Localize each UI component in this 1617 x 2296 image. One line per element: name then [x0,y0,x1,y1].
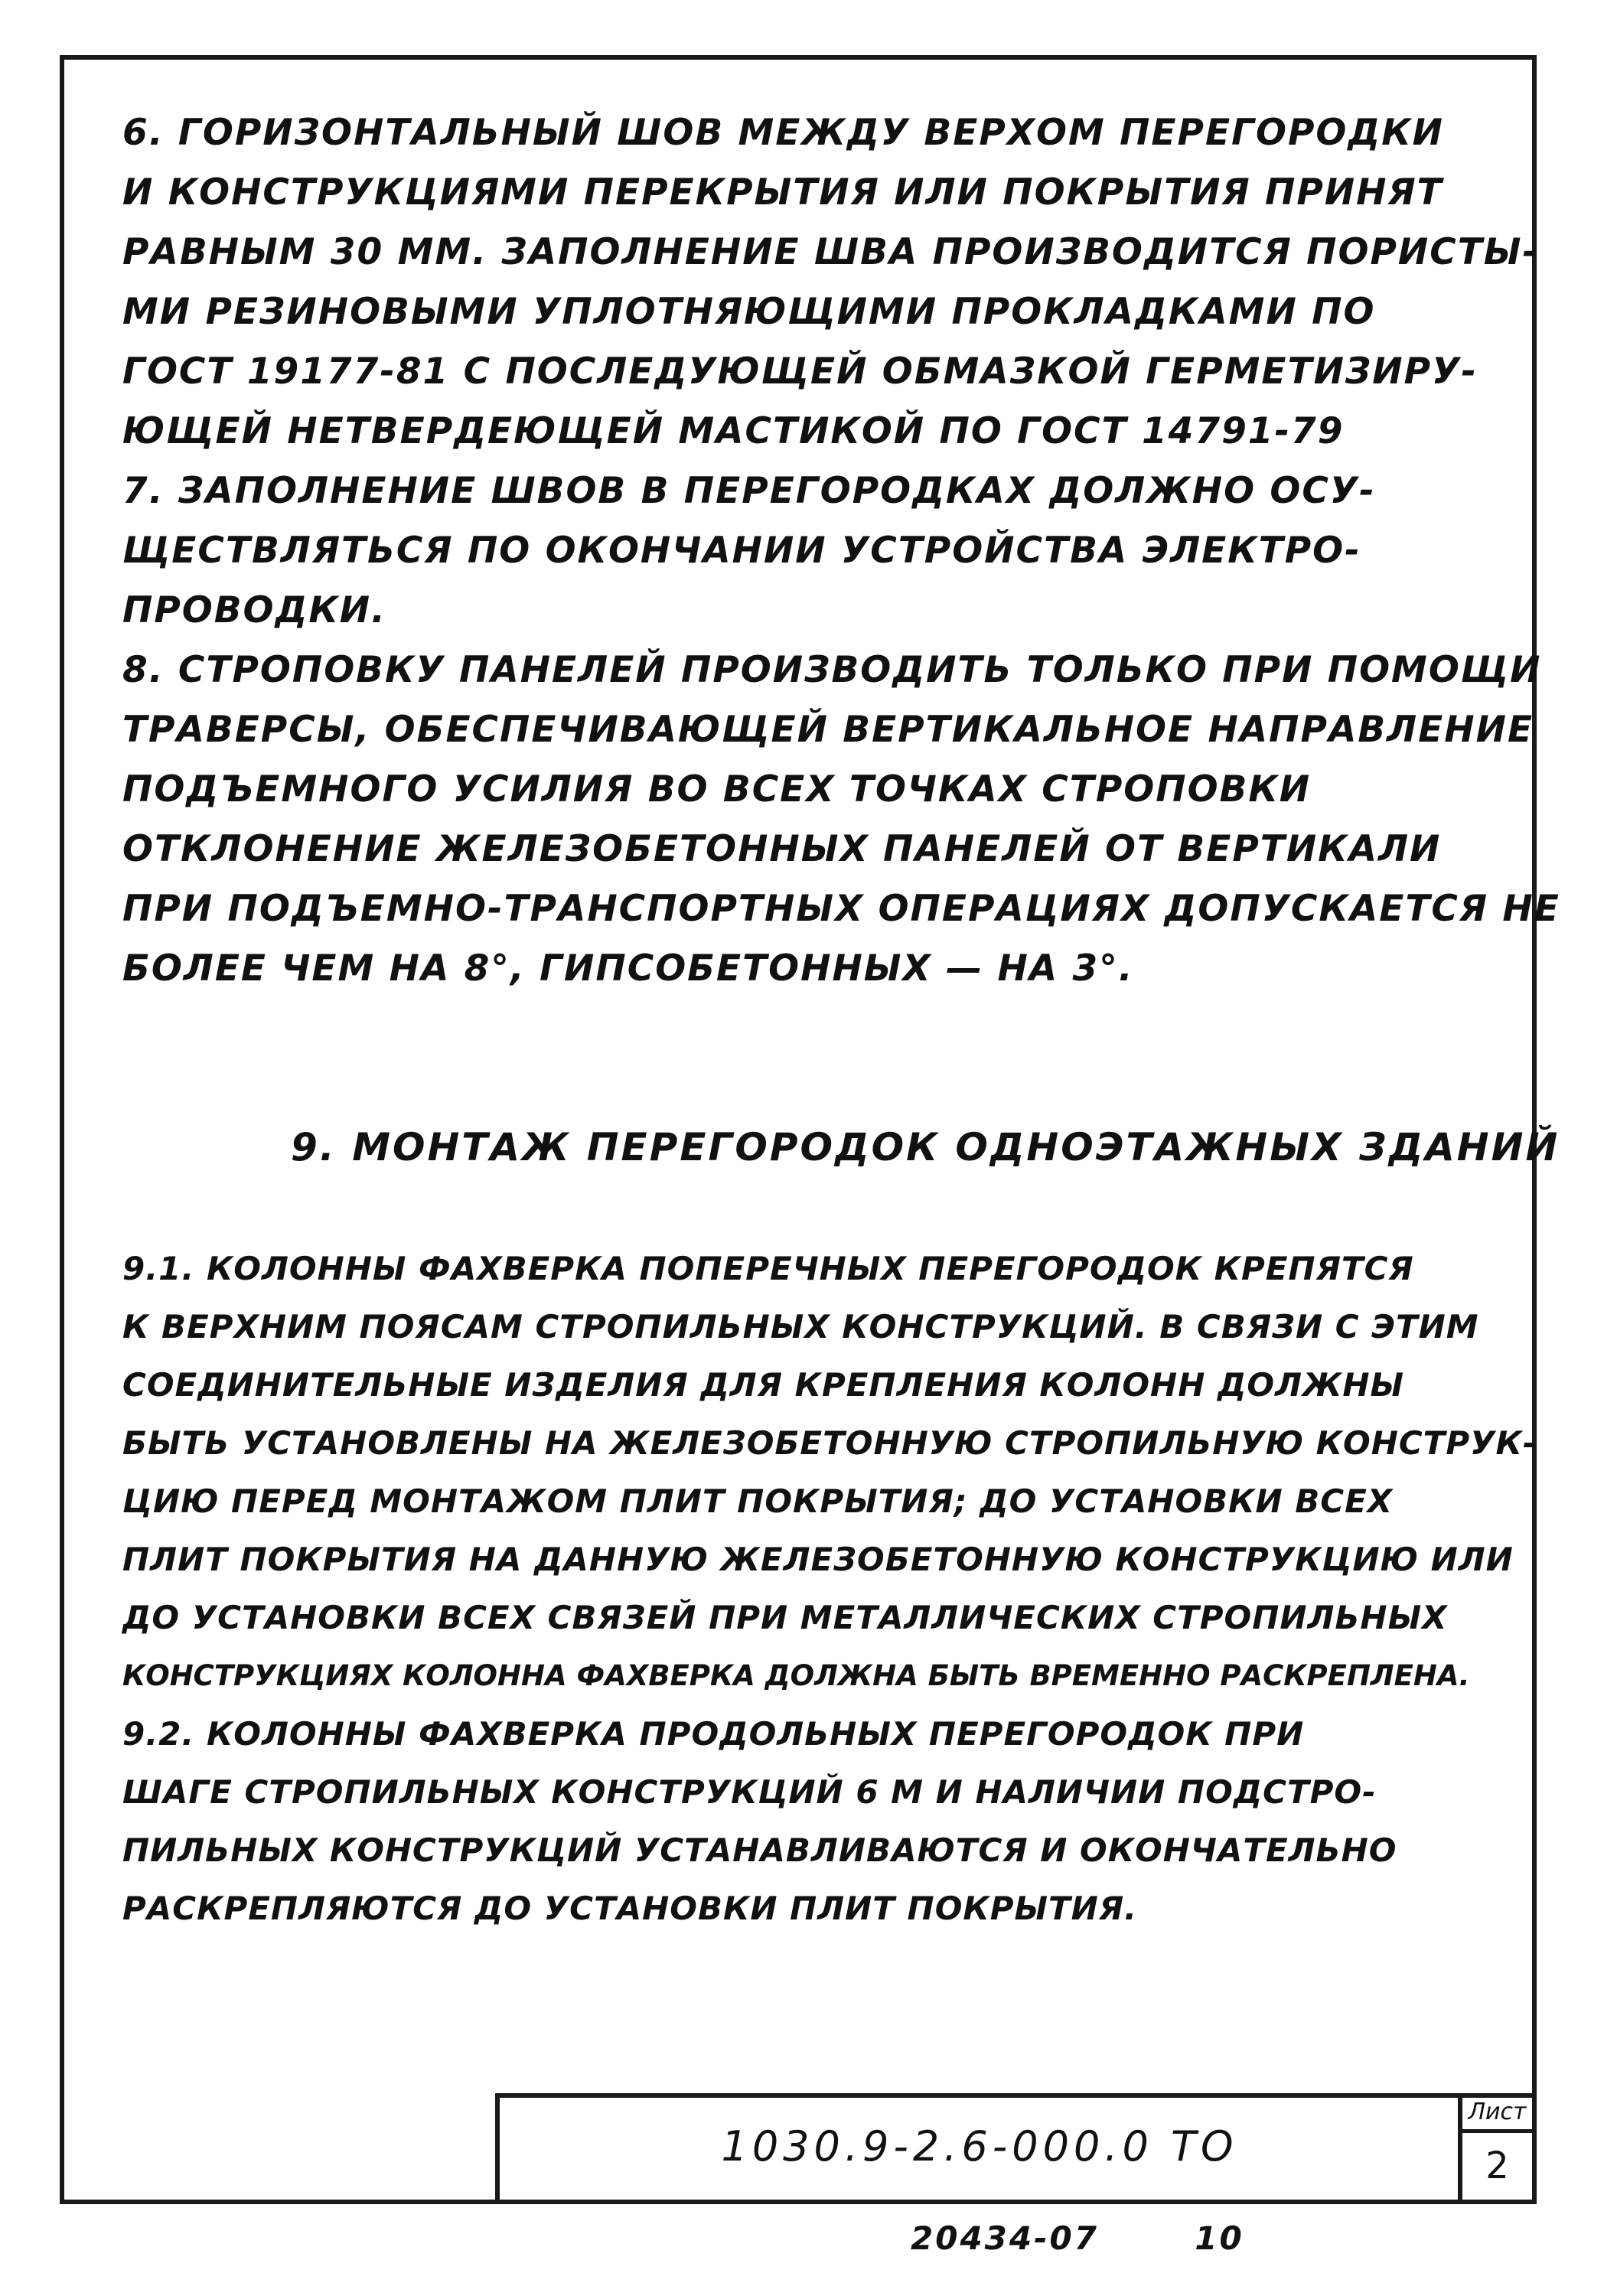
text-line: БЫТЬ УСТАНОВЛЕНЫ НА ЖЕЛЕЗОБЕТОННУЮ СТРОПИЛЬНУЮ КОНСТРУК- [122,1424,1537,1462]
text-line: 6. ГОРИЗОНТАЛЬНЫЙ ШОВ МЕЖДУ ВЕРХОМ ПЕРЕГОРОДКИ [122,112,1444,154]
text-line: КОНСТРУКЦИЯХ КОЛОННА ФАХВЕРКА ДОЛЖНА БЫТЬ ВРЕМЕННО РАСКРЕПЛЕНА. [122,1659,1470,1692]
archive-page: 10 [1195,2219,1244,2257]
text-line: ПЛИТ ПОКРЫТИЯ НА ДАННУЮ ЖЕЛЕЗОБЕТОННУЮ КОНСТРУКЦИЮ ИЛИ [122,1541,1514,1578]
text-line: ДО УСТАНОВКИ ВСЕХ СВЯЗЕЙ ПРИ МЕТАЛЛИЧЕСКИХ СТРОПИЛЬНЫХ [122,1599,1448,1636]
text-line: 8. СТРОПОВКУ ПАНЕЛЕЙ ПРОИЗВОДИТЬ ТОЛЬКО ПРИ ПОМОЩИ [122,649,1542,691]
sheet-number: 2 [1485,2144,1509,2187]
sheet-label: Лист [1458,2095,1537,2133]
text-line: И КОНСТРУКЦИЯМИ ПЕРЕКРЫТИЯ ИЛИ ПОКРЫТИЯ ПРИНЯТ [122,171,1443,214]
text-line: ТРАВЕРСЫ, ОБЕСПЕЧИВАЮЩЕЙ ВЕРТИКАЛЬНОЕ НАПРАВЛЕНИЕ [122,709,1534,751]
section-heading: 9. МОНТАЖ ПЕРЕГОРОДОК ОДНОЭТАЖНЫХ ЗДАНИЙ [291,1125,1560,1169]
text-line: ЩЕСТВЛЯТЬСЯ ПО ОКОНЧАНИИ УСТРОЙСТВА ЭЛЕКТРО- [122,530,1361,572]
archive-code: 20434-07 [911,2219,1099,2257]
text-line: ЦИЮ ПЕРЕД МОНТАЖОМ ПЛИТ ПОКРЫТИЯ; ДО УСТАНОВКИ ВСЕХ [122,1482,1394,1520]
text-line: ГОСТ 19177-81 С ПОСЛЕДУЮЩЕЙ ОБМАЗКОЙ ГЕРМЕТИЗИРУ- [122,351,1478,393]
text-line: ЮЩЕЙ НЕТВЕРДЕЮЩЕЙ МАСТИКОЙ ПО ГОСТ 14791-79 [122,410,1345,452]
text-line: ОТКЛОНЕНИЕ ЖЕЛЕЗОБЕТОННЫХ ПАНЕЛЕЙ ОТ ВЕРТИКАЛИ [122,828,1442,870]
text-line: БОЛЕЕ ЧЕМ НА 8°, ГИПСОБЕТОННЫХ — НА 3°. [122,947,1134,990]
text-line: К ВЕРХНИМ ПОЯСАМ СТРОПИЛЬНЫХ КОНСТРУКЦИЙ. В СВЯЗИ С ЭТИМ [122,1308,1479,1345]
text-line: ПРИ ПОДЪЕМНО-ТРАНСПОРТНЫХ ОПЕРАЦИЯХ ДОПУСКАЕТСЯ НЕ [122,888,1560,930]
text-line: 9.1. КОЛОННЫ ФАХВЕРКА ПОПЕРЕЧНЫХ ПЕРЕГОРОДОК КРЕПЯТСЯ [122,1250,1414,1287]
text-line: 9.2. КОЛОННЫ ФАХВЕРКА ПРОДОЛЬНЫХ ПЕРЕГОРОДОК ПРИ [122,1715,1305,1753]
text-block-part2 [122,1240,1537,1938]
text-line: МИ РЕЗИНОВЫМИ УПЛОТНЯЮЩИМИ ПРОКЛАДКАМИ ПО [122,291,1376,333]
text-line: СОЕДИНИТЕЛЬНЫЕ ИЗДЕЛИЯ ДЛЯ КРЕПЛЕНИЯ КОЛОНН ДОЛЖНЫ [122,1366,1405,1404]
text-line: ШАГЕ СТРОПИЛЬНЫХ КОНСТРУКЦИЙ 6 М И НАЛИЧИИ ПОДСТРО- [122,1773,1377,1811]
text-block-part1 [122,103,1560,999]
text-line: 7. ЗАПОЛНЕНИЕ ШВОВ В ПЕРЕГОРОДКАХ ДОЛЖНО ОСУ- [122,470,1376,512]
text-line: ПОДЪЕМНОГО УСИЛИЯ ВО ВСЕХ ТОЧКАХ СТРОПОВКИ [122,768,1312,810]
text-line: ПИЛЬНЫХ КОНСТРУКЦИЙ УСТАНАВЛИВАЮТСЯ И ОКОНЧАТЕЛЬНО [122,1831,1397,1869]
text-line: ПРОВОДКИ. [122,589,386,631]
document-code: 1030.9-2.6-000.0 ТО [721,2122,1238,2170]
text-line: РАСКРЕПЛЯЮТСЯ ДО УСТАНОВКИ ПЛИТ ПОКРЫТИЯ. [122,1890,1138,1927]
archive-footer [911,2219,1244,2257]
text-line: РАВНЫМ 30 ММ. ЗАПОЛНЕНИЕ ШВА ПРОИЗВОДИТСЯ ПОРИСТЫ- [122,231,1540,273]
